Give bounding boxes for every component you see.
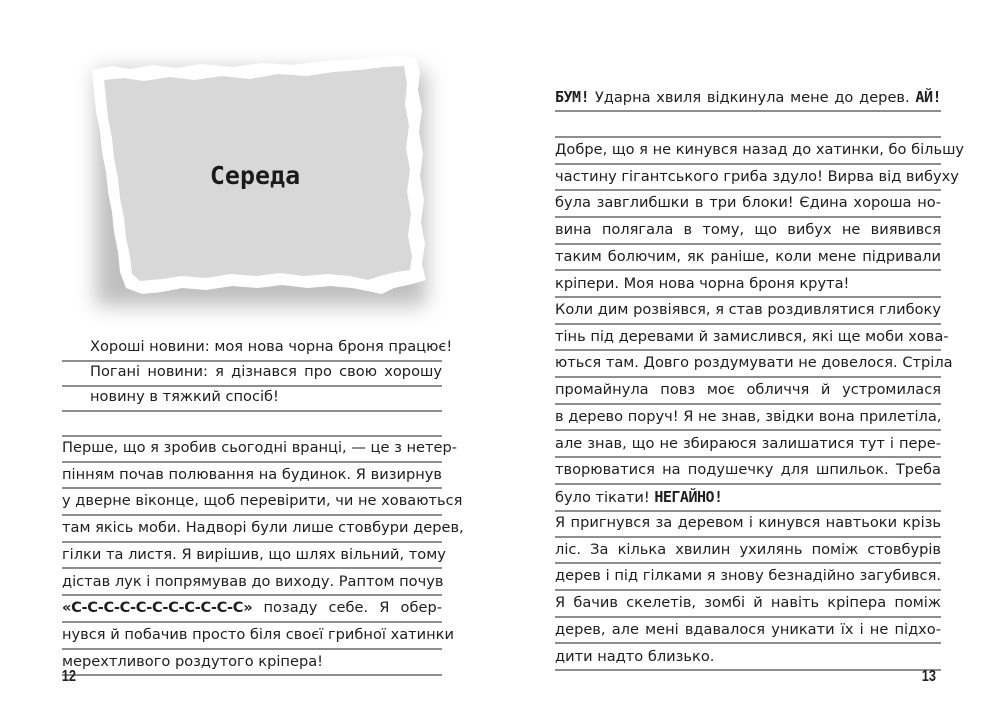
creeper-sound: «С-С-С-С-С-С-С-С-С-С-С» <box>62 599 253 617</box>
text-line-creeper-sound <box>62 596 442 623</box>
text-line: дерев, але мені вдавалося уникати їх і не підхо- <box>555 618 941 645</box>
text-line: мерехтливого роздутого кріпера! <box>62 650 442 677</box>
text-line: була завглибшки в три блоки! Єдина хороша но- <box>555 191 941 218</box>
text-line: ліс. За кілька хвилин ухилянь поміж стовбурів <box>555 538 941 565</box>
ouch-word: АЙ! <box>915 88 942 106</box>
text-line: таким болючим, як раніше, коли мене підривали <box>555 245 941 272</box>
text-line: тінь під деревами й замислився, які ще моби хова- <box>555 325 941 352</box>
text-line: дити надто близько. <box>555 645 941 672</box>
chapter-title: Середа <box>209 161 301 190</box>
text-line: частину гігантського гриба здуло! Вирва від вибуху <box>555 165 941 192</box>
bad-news-continuation: новину в тяжкий спосіб! <box>62 385 442 412</box>
text-line: творюватися на подушечку для шпильок. Треба <box>555 458 941 485</box>
text-line: вина полягала в тому, що вибух не виявився <box>555 218 941 245</box>
text-line: але знав, що не збираюся залишатися тут і пере- <box>555 432 941 459</box>
separator-rule <box>555 112 941 139</box>
text-line-urgent <box>555 485 941 512</box>
text-line: там якісь моби. Надворі були лише стовбури дерев, <box>62 516 442 543</box>
text-fragment: позаду себе. Я обер- <box>263 599 442 617</box>
text-line: в дерево поруч! Я не знав, звідки вона прилетіла, <box>555 405 941 432</box>
text-line: гілки та листя. Я вирішив, що шлях вільний, тому <box>62 543 442 570</box>
separator-rule <box>62 410 442 437</box>
text-line: промайнула повз моє обличчя й устромилася <box>555 378 941 405</box>
good-news-text: моя нова чорна броня працює! <box>214 338 453 355</box>
text-line: пінням почав полювання на будинок. Я визирнув <box>62 463 442 490</box>
text-fragment: було тікати! <box>555 488 650 506</box>
text-line: дерев і під гілками я знову безнадійно загубився. <box>555 564 941 591</box>
text-line: нувся й побачив просто біля своєї грибної хатинки <box>62 623 442 650</box>
text-line: Добре, що я не кинувся назад до хатинки, бо більшу <box>555 138 941 165</box>
text-line: Я пригнувся за деревом і кинувся навтьоки крізь <box>555 511 941 538</box>
urgent-word: НЕГАЙНО! <box>654 487 723 506</box>
text-line: кріпери. Моя нова чорна броня крута! <box>555 272 941 299</box>
text-line: дістав лук і попрямував до виходу. Раптом почув <box>62 570 442 597</box>
good-news-label: Хороші новини: <box>90 338 210 355</box>
boom-word: БУМ! <box>555 88 590 106</box>
boom-line <box>555 85 941 112</box>
good-news-line <box>62 335 453 362</box>
bad-news-label: Погані новини: <box>90 363 208 380</box>
text-line: Коли дим розвіявся, я став роздивлятися глибоку <box>555 298 941 325</box>
bad-news-line <box>62 360 442 387</box>
boom-text: Ударна хвиля відкинула мене до дерев. <box>594 89 910 106</box>
bad-news-text: я дізнався про свою хорошу <box>215 363 442 380</box>
page-number-right: 13 <box>921 668 937 685</box>
text-line: у дверне віконце, щоб перевірити, чи не ховаються <box>62 489 442 516</box>
page-number-left: 12 <box>61 668 77 685</box>
text-line: Я бачив скелетів, зомбі й навіть кріпера поміж <box>555 591 941 618</box>
text-line: Перше, що я зробив сьогодні вранці, — це з нетер- <box>62 436 442 463</box>
text-line: ються там. Довго роздумувати не довелося. Стріла <box>555 351 941 378</box>
chapter-title-card <box>82 52 428 304</box>
